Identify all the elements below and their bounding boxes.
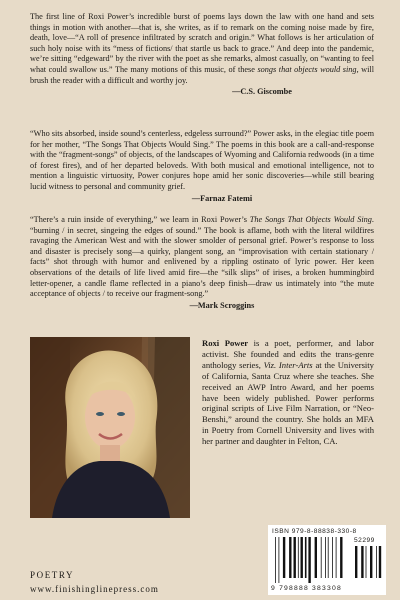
blurb-giscombe xyxy=(30,12,374,98)
blurb-text: The first line of Roxi Power’s incredible burst of poems lays down the law with one hand and sets things in motion with another—that is, she writes, as if to remark on the coming noise made by fire, death, love—“A roll of presence infiltrated by scratch and origin.” What follows is her articulation of such holy noise with its “mess of fictions/ that startle us back to grace.” And deep into the pandemic, we’re sitting “edgeward” by the river with the poet as she remarks, almost casually, on “wanting to feel what could swallow us.” The many motions of this music, of these songs that objects would sing, will brush the reader with a difficult and worthy joy. xyxy=(30,12,375,85)
blurb-fatemi xyxy=(30,129,374,204)
author-portrait-illustration xyxy=(30,337,190,518)
barcode-bar xyxy=(275,537,276,583)
blurb-attribution: —Mark Scroggins xyxy=(189,300,255,310)
barcode-bar xyxy=(325,537,326,578)
price-code: 52299 xyxy=(354,537,375,544)
blurb-attribution: —Farnaz Fatemi xyxy=(191,193,253,203)
barcode-bar xyxy=(366,546,367,578)
barcode-box xyxy=(268,525,386,595)
blurb-text: “Who sits absorbed, inside sound’s centerless, edgeless surround?” Power asks, in the elegiac title poem for her mother, “The Songs That Objects Would Sing.” The poems in this book are a call-and-response with the “fragment-songs” of objects, of the landscapes of Wyoming and California redwoods (in a time of forest fires), and of her departed beloveds. With both musical and emotional intelligence, not to mention a linguistic virtuosity, Power conjures hope amid her sonic discoveries—while still bearing lucid witness to personal and community grief. xyxy=(30,129,374,191)
barcode-bar xyxy=(355,546,357,578)
author-name: Roxi Power xyxy=(202,338,249,348)
series-title: Viz. Inter-Arts xyxy=(263,359,313,370)
isbn-barcode xyxy=(274,537,346,583)
price-barcode xyxy=(354,546,382,583)
barcode-digits: 9 798888 383308 xyxy=(271,585,342,592)
barcode-bar xyxy=(376,546,377,578)
barcode-bar xyxy=(332,537,333,578)
barcode-bar xyxy=(301,537,303,578)
author-photo xyxy=(30,337,190,518)
barcode-bar xyxy=(321,537,322,578)
barcode-bar xyxy=(283,537,285,578)
barcode-bar xyxy=(298,537,299,578)
barcode-bar xyxy=(336,537,337,578)
barcode-bar xyxy=(328,537,329,578)
barcode-bar xyxy=(361,546,363,578)
barcode-bar xyxy=(289,537,291,578)
barcode-bar xyxy=(308,537,310,583)
barcode-bar xyxy=(279,537,280,583)
blurb-text: “There’s a ruin inside of everything,” we learn in Roxi Power’s The Songs That Objects Would Sing. “burning / in secret, singeing the edges of sound.” The book is aflame, both with the literal wildfires ravaging the American West and with the slower smolder of personal grief. Power’s response to loss and disaster is precisely song—a quirky, plangent song, an “improvisation with certain stationary / facts” shot through with humor and enlivened by a rippling ostinato of lyric power. Her keen observations of the details of life lived amid fire—the “silk slips” of irises, a broken hummingbird letter-opener, a candle flame reflected in a piano’s deep finish—draw us intimately into “the mute acceptance of objects / to receive our fragment-song.” xyxy=(30,215,374,299)
barcode-bar xyxy=(379,546,381,578)
blurb-attribution: —C.S. Giscombe xyxy=(232,87,292,97)
author-bio: Roxi Power is a poet, performer, and labor activist. She founded and edits the trans-genre anthology series, Viz. Inter-Arts at the University of California, Santa Cruz where she teaches. She received an AWP Intro Award, and her poems have been widely published. Power performs original scripts of Live Film Narration, or “Neo-Benshi,” around the country. She holds an MFA in Poetry from Cornell University and lives with her partner and daughter in Felton, CA. xyxy=(202,338,375,447)
barcode-bar xyxy=(294,537,296,578)
genre-label: POETRY xyxy=(30,570,75,580)
barcode-bar xyxy=(305,537,307,578)
isbn-text: ISBN 979-8-88838-330-8 xyxy=(272,528,357,535)
publisher-website: www.finishinglinepress.com xyxy=(30,584,159,594)
blurb-scroggins xyxy=(30,215,374,311)
barcode-bar xyxy=(340,537,342,578)
barcode-bar xyxy=(370,546,372,578)
barcode-bar xyxy=(315,537,317,578)
